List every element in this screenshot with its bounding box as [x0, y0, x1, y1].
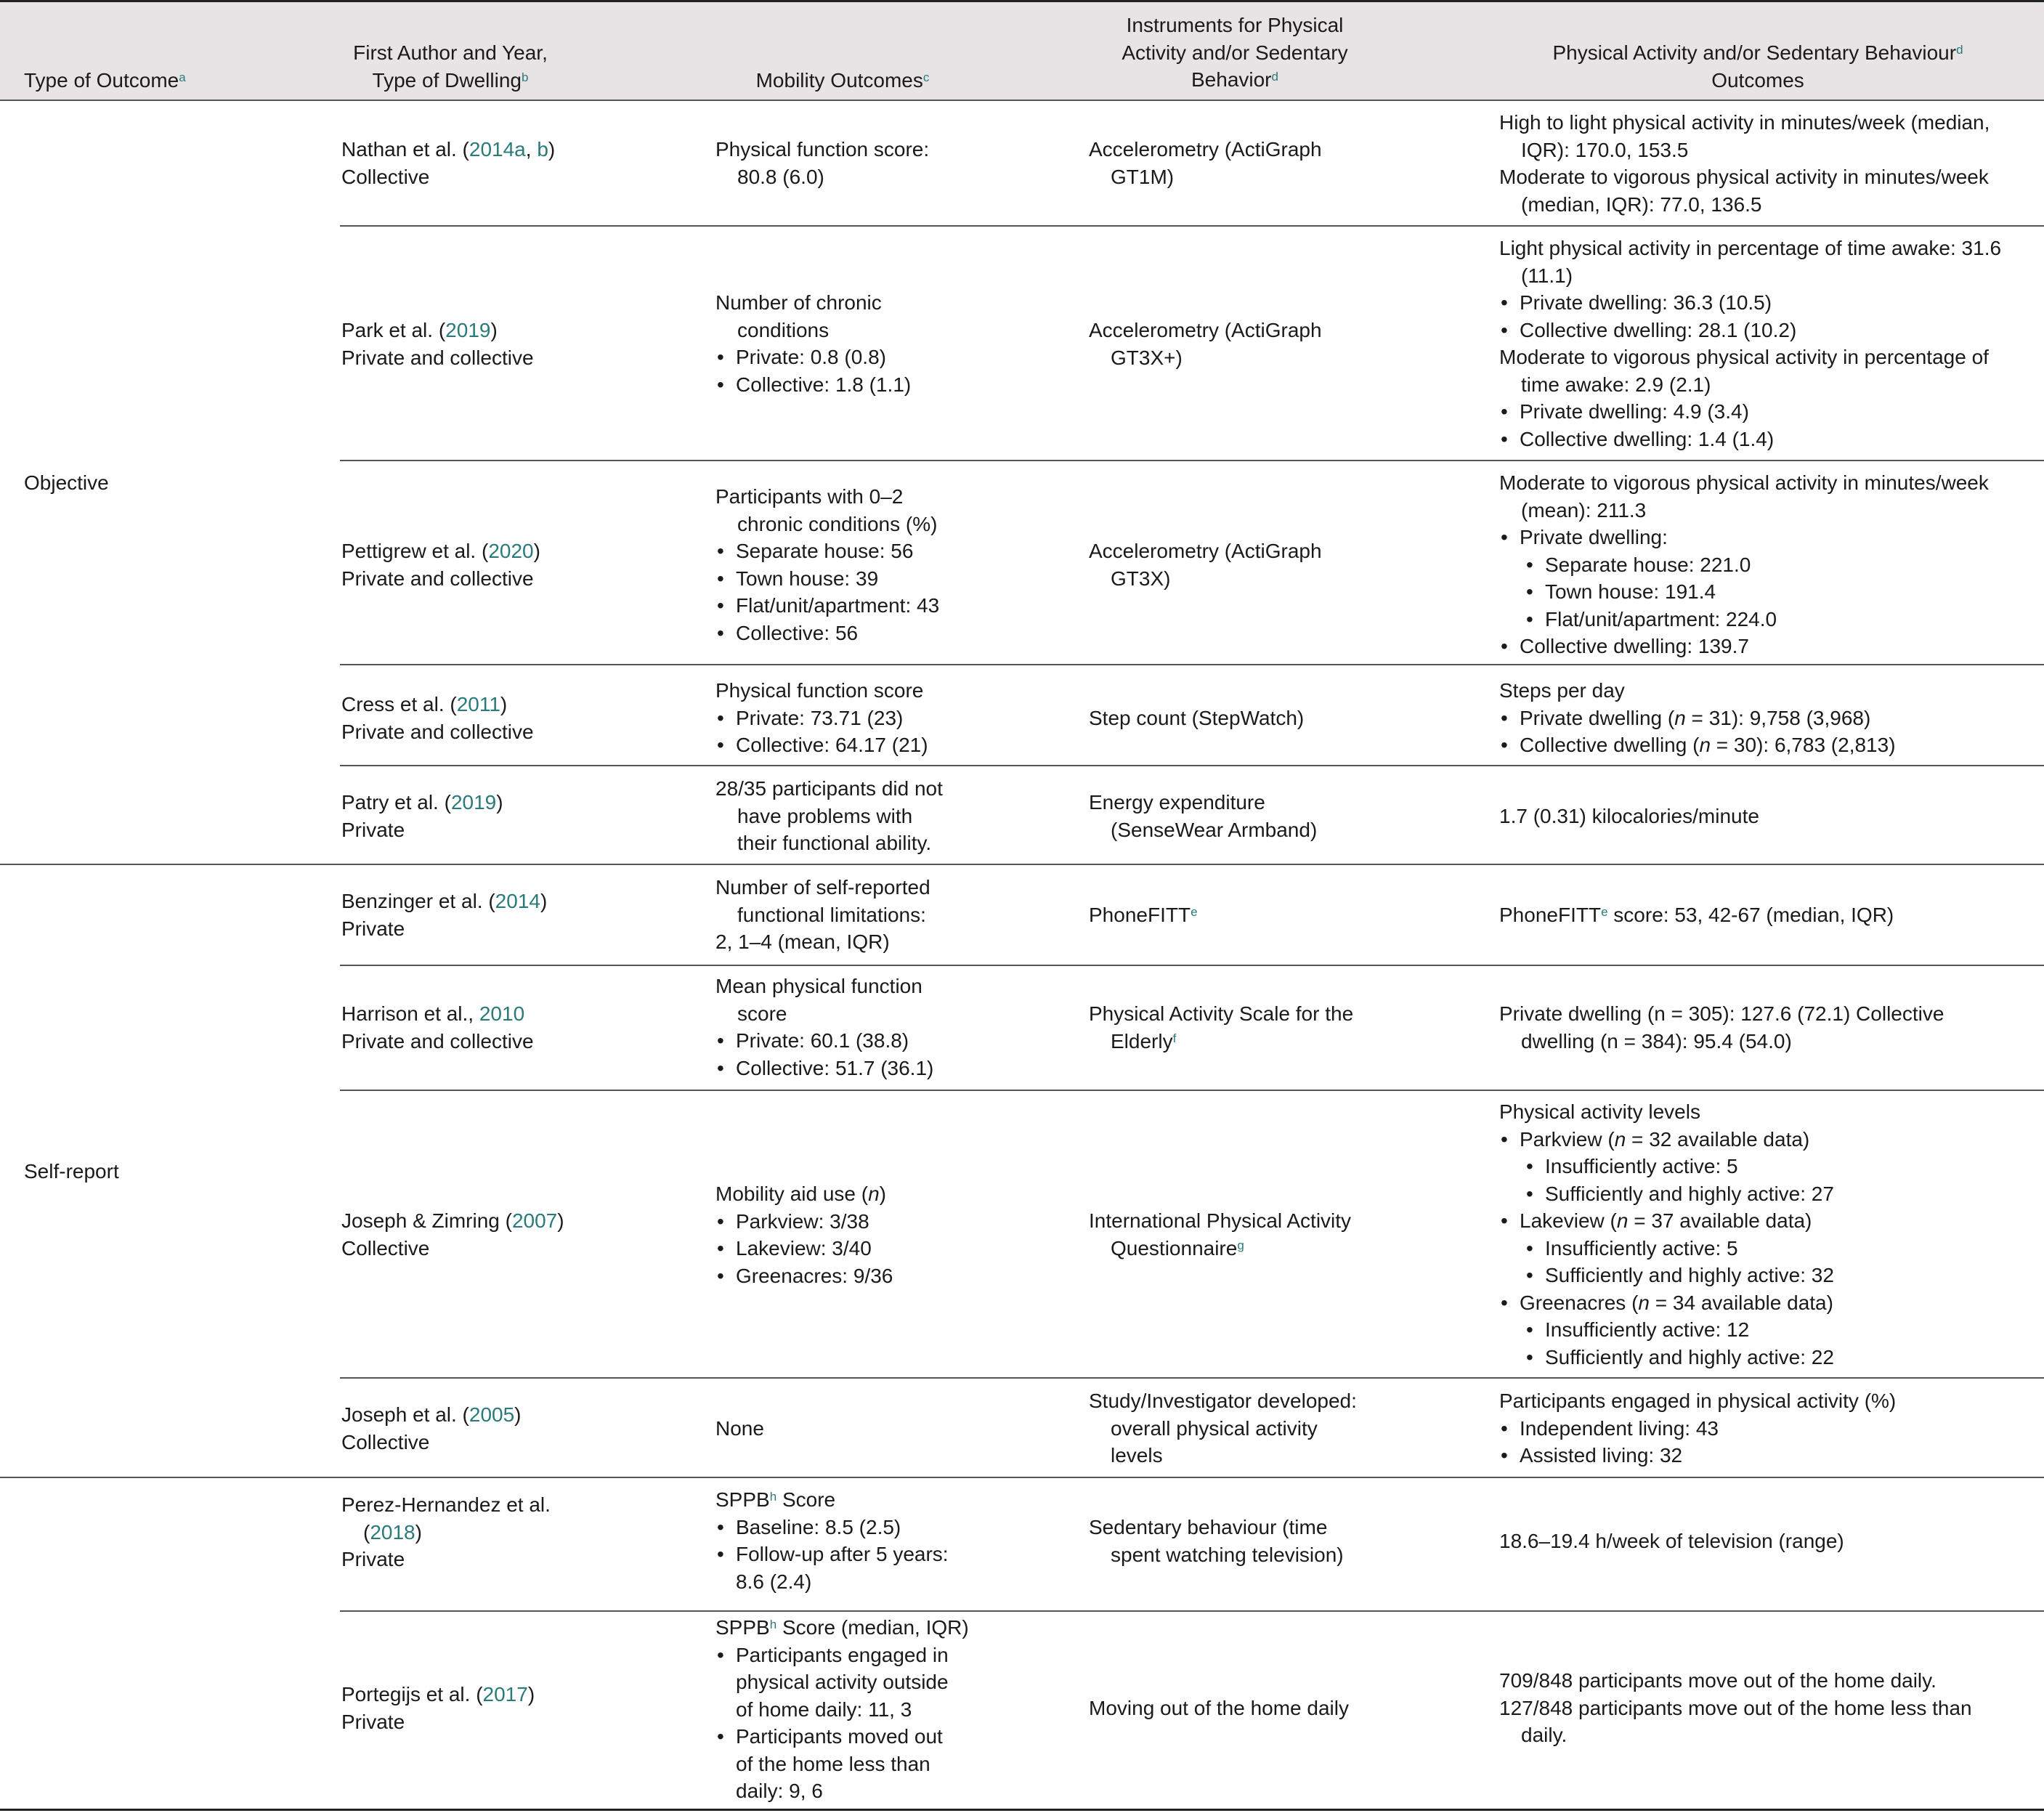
citation-link[interactable]: 2007: [511, 1209, 558, 1232]
pa-outcome-cell: Physical activity levels • Parkview (n = 32 available data) • Insufficiently active: 5 • Sufficiently and highly active: 27 • Lakeview (n = 37 available data) • Insufficiently active: 5 • Sufficiently and highly active: 32 • Greenacres (n = 34 available data) • Insufficiently active: 12 • Sufficiently and highly active: 22: [1499, 1098, 1834, 1371]
author-cell: Benzinger et al. (2014) Private: [341, 890, 548, 940]
pa-outcome-cell: PhoneFITT$^e$ score: 53, 42-67 (median, IQR): [1499, 904, 1894, 926]
instrument-cell: International Physical Activity Questionnaire$^g$: [1089, 1209, 1352, 1260]
author-cell: Nathan et al. (2014a, b) Collective: [341, 138, 556, 188]
header-mobility-outcomes: Mobility Outcomes$^c$: [755, 69, 930, 92]
mobility-cell: SPPB$^h$ Score • Baseline: 8.5 (2.5) • Follow-up after 5 years: 8.6 (2.4): [715, 1486, 949, 1595]
table-top-rule: [0, 0, 2044, 2]
citation-link[interactable]: 2020: [488, 540, 534, 562]
mobility-cell: Physical function score: 80.8 (6.0): [715, 138, 930, 188]
header-first-author: First Author and Year, Type of Dwelling$^b$: [353, 41, 548, 92]
mobility-cell: Mobility aid use (n) • Parkview: 3/38 • Lakeview: 3/40 • Greenacres: 9/36: [715, 1180, 893, 1289]
pa-outcome-cell: High to light physical activity in minutes/week (median, IQR): 170.0, 153.5 Moderate to vigorous physical activity in minutes/week (median, IQR): 77.0, 136.5: [1499, 111, 1990, 216]
instrument-cell: Accelerometry (ActiGraph GT1M): [1089, 138, 1322, 188]
author-cell: Harrison et al., 2010 Private and collective: [341, 1002, 534, 1052]
header-instruments: Instruments for Physical Activity and/or Sedentary Behavior$^d$: [1122, 14, 1348, 91]
pa-outcome-cell: Light physical activity in percentage of time awake: 31.6 (11.1) • Private dwelling: 36.3 (10.5) • Collective dwelling: 28.1 (10.2) Moderate to vigorous physical activity in percentage of time awake: 2.9 (2.1) • Private dwelling: 4.9 (3.4) • Collective dwelling: 1.4 (1.4): [1499, 235, 2001, 453]
citation-link[interactable]: 2014: [495, 890, 540, 912]
mobility-cell: Number of chronic conditions • Private: 0.8 (0.8) • Collective: 1.8 (1.1): [715, 289, 911, 398]
row-separator: [340, 1377, 2044, 1379]
row-separator: [340, 1610, 2044, 1612]
author-cell: Joseph et al. (2005) Collective: [341, 1403, 522, 1453]
group-label-self-report: Self-report: [24, 1160, 119, 1183]
row-separator: [340, 1090, 2044, 1091]
pa-outcome-cell: Moderate to vigorous physical activity in minutes/week (mean): 211.3 • Private dwelling: • Separate house: 221.0 • Town house: 191.4 • Flat/unit/apartment: 224.0 • Collective dwelling: 139.7: [1499, 469, 1989, 660]
row-separator: [340, 664, 2044, 665]
citation-link[interactable]: 2014a: [469, 138, 526, 161]
group-label-objective: Objective: [24, 471, 109, 494]
citation-link[interactable]: 2005: [469, 1403, 515, 1426]
instrument-cell: Step count (StepWatch): [1089, 707, 1305, 729]
citation-link[interactable]: 2010: [479, 1002, 525, 1025]
instrument-cell: Moving out of the home daily: [1089, 1697, 1349, 1719]
author-cell: Park et al. (2019) Private and collective: [341, 319, 534, 369]
instrument-cell: Sedentary behaviour (time spent watching television): [1089, 1516, 1344, 1566]
citation-link[interactable]: 2019: [445, 319, 491, 341]
citation-link[interactable]: 2017: [482, 1683, 528, 1705]
header-bottom-rule: [0, 100, 2044, 101]
instrument-cell: PhoneFITT$^e$: [1089, 904, 1198, 926]
pa-outcome-cell: 709/848 participants move out of the home daily. 127/848 participants move out of the home less than daily.: [1499, 1669, 1972, 1746]
mobility-cell: 28/35 participants did not have problems with their functional ability.: [715, 777, 943, 854]
citation-link[interactable]: 2018: [370, 1520, 415, 1544]
mobility-cell: Number of self-reported functional limitations: 2, 1–4 (mean, IQR): [715, 876, 930, 953]
instrument-cell: Accelerometry (ActiGraph GT3X+): [1089, 319, 1322, 369]
author-cell: Pettigrew et al. (2020) Private and collective: [341, 540, 540, 590]
mobility-cell: Physical function score • Private: 73.71 (23) • Collective: 64.17 (21): [715, 677, 928, 759]
pa-outcome-cell: 1.7 (0.31) kilocalories/minute: [1499, 805, 1759, 827]
row-separator: [340, 225, 2044, 227]
pa-outcome-cell: Steps per day • Private dwelling (n = 31): 9,758 (3,968) • Collective dwelling (n = 30): 6,783 (2,813): [1499, 677, 1896, 759]
row-separator: [340, 965, 2044, 966]
header-pa-outcomes: Physical Activity and/or Sedentary Behaviour$^d$ Outcomes: [1552, 41, 1963, 92]
author-cell: Joseph & Zimring (2007) Collective: [341, 1209, 564, 1260]
pa-outcome-cell: Participants engaged in physical activity (%) • Independent living: 43 • Assisted living: 32: [1499, 1387, 1896, 1469]
group-separator: [0, 1477, 2044, 1478]
instrument-cell: Physical Activity Scale for the Elderly$^f$: [1089, 1002, 1354, 1052]
pa-outcome-cell: Private dwelling (n = 305): 127.6 (72.1) Collective dwelling (n = 384): 95.4 (54.0): [1499, 1002, 1944, 1052]
mobility-cell: SPPB$^h$ Score (median, IQR) • Participants engaged in physical activity outside of home daily: 11, 3 • Participants moved out of the home less than daily: 9, 6: [715, 1614, 969, 1805]
table-bottom-rule: [0, 1809, 2044, 1811]
pa-outcome-cell: 18.6–19.4 h/week of television (range): [1499, 1530, 1844, 1552]
group-separator: [0, 864, 2044, 865]
instrument-cell: Accelerometry (ActiGraph GT3X): [1089, 540, 1322, 590]
header-type-of-outcome: Type of Outcome$^a$: [24, 69, 186, 92]
row-separator: [340, 460, 2044, 461]
instrument-cell: Study/Investigator developed: overall physical activity levels: [1089, 1390, 1357, 1467]
author-cell: Cress et al. (2011) Private and collective: [341, 693, 534, 743]
citation-link[interactable]: 2019: [450, 791, 497, 814]
mobility-cell: Mean physical function score • Private: 60.1 (38.8) • Collective: 51.7 (36.1): [715, 973, 933, 1082]
citation-link[interactable]: 2011: [456, 693, 500, 715]
row-separator: [340, 765, 2044, 766]
mobility-cell: Participants with 0–2 chronic conditions (%) • Separate house: 56 • Town house: 39 • Flat/unit/apartment: 43 • Collective: 56: [715, 483, 939, 646]
mobility-cell: None: [715, 1417, 764, 1440]
author-cell: Perez-Hernandez et al. (2018) Private: [341, 1493, 551, 1570]
author-cell: Patry et al. (2019) Private: [341, 791, 503, 841]
author-cell: Portegijs et al. (2017) Private: [341, 1683, 535, 1733]
instrument-cell: Energy expenditure (SenseWear Armband): [1089, 791, 1318, 841]
citation-link[interactable]: b: [537, 138, 548, 161]
